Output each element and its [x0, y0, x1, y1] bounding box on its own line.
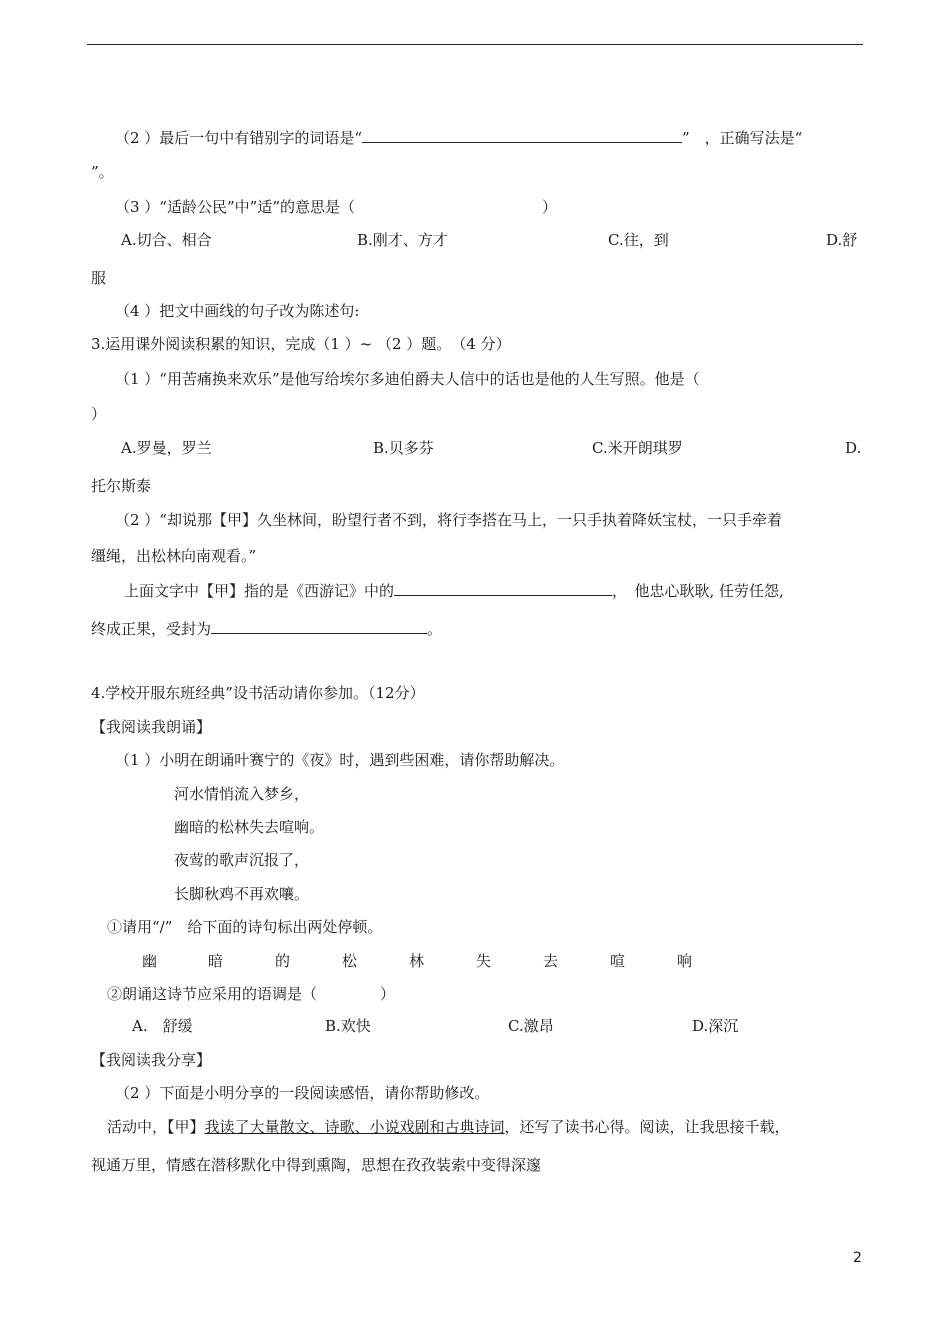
poem-char[interactable]: 喧 [610, 952, 626, 970]
section-3-option-d[interactable]: D. [845, 439, 862, 457]
section-3-q1-stem: （1 ）“用苦痛换来欢乐”是他写给埃尔多迪伯爵夫人信中的话也是他的人生写照。他是（ [115, 370, 700, 388]
paragraph-text: 活动中，【甲】 [107, 1118, 205, 1136]
question-2-text: （2 ）最后一句中有错别字的词语是“ [115, 129, 362, 147]
answer-blank[interactable] [211, 618, 427, 634]
poem-char[interactable]: 林 [409, 952, 425, 970]
poem-line: 夜莺的歌声沉报了， [174, 851, 310, 869]
poem-char[interactable]: 幽 [142, 952, 158, 970]
header-rule [87, 44, 863, 45]
section-4-sub2 [107, 984, 395, 1004]
section-4-option-a[interactable]: A. 舒缓 [132, 1017, 193, 1035]
poem-char[interactable]: 失 [476, 952, 492, 970]
section-3-q2-text-c: 终成正果，受封为 [91, 620, 212, 638]
section-3-title: 3.运用课外阅读积累的知识，完成（1 ）~ （2 ）题。 （4 分） [91, 335, 511, 353]
question-2-line2: ”。 [91, 163, 114, 181]
poem-char[interactable]: 暗 [208, 952, 224, 970]
poem-char[interactable]: 松 [342, 952, 358, 970]
section-4-heading-2: 【我阅读我分享】 [91, 1051, 212, 1069]
option-d[interactable]: D.舒 [826, 231, 858, 249]
page-number: 2 [853, 1250, 862, 1266]
question-3-stem [115, 197, 557, 217]
section-3-q2-text-d: 。 [427, 620, 443, 638]
poem-char[interactable]: 响 [677, 952, 693, 970]
poem-char[interactable]: 去 [543, 952, 559, 970]
section-3-q2-line1: （2 ）“却说那【甲】久坐林间，盼望行者不到，将行李搭在马上，一只手执着降妖宝杖，一只手牵着 [115, 511, 782, 529]
option-d-continued: 服 [91, 269, 107, 287]
section-4-sub1: ①请用“/” 给下面的诗句标出两处停顿。 [107, 918, 383, 936]
answer-blank[interactable] [394, 580, 612, 596]
section-4-q1-stem: （1 ）小明在朗诵叶赛宁的《夜》时，遇到些困难，请你帮助解决。 [115, 751, 565, 769]
question-3-close: ） [542, 198, 558, 216]
poem-line: 长脚秋鸡不再欢嚷。 [174, 885, 310, 903]
section-4-option-b[interactable]: B.欢快 [325, 1017, 371, 1035]
section-3-option-b[interactable]: B.贝多芬 [373, 439, 434, 457]
section-3-q1-close: ） [91, 405, 107, 423]
section-3-q2-line2: 缰绳，出松林向南观看。” [91, 547, 257, 565]
question-2-text-b: ” ，正确写法是“ [681, 129, 803, 147]
question-3-text: （3 ）“适龄公民”中”适”的意思是（ [115, 198, 355, 216]
paragraph-line-2: 视通万里，情感在潜移默化中得到熏陶，思想在孜孜装索中变得深邃 [91, 1156, 542, 1174]
question-2-line [115, 127, 802, 148]
poem-line: 幽暗的松林失去喧响。 [174, 818, 325, 836]
section-4-sub2-close: ） [380, 985, 396, 1003]
question-4-stem: （4 ）把文中画线的句子改为陈述句: [115, 302, 360, 320]
answer-blank[interactable] [362, 127, 682, 143]
paragraph-text-b: ，还写了读书心得。阅读，让我思接千载， [504, 1118, 790, 1136]
section-4-option-d[interactable]: D.深沉 [692, 1017, 739, 1035]
section-3-option-c[interactable]: C.米开朗琪罗 [592, 439, 683, 457]
section-3-q2-text: 上面文字中【甲】指的是《西游记》中的 [124, 582, 395, 600]
section-3-option-a[interactable]: A.罗曼，罗兰 [121, 439, 212, 457]
paragraph-line-1 [107, 1117, 790, 1137]
poem-line: 河水情悄流入梦乡， [174, 785, 310, 803]
option-a[interactable]: A.切合、相合 [121, 231, 212, 249]
section-3-option-d-continued: 托尔斯泰 [91, 477, 152, 495]
section-4-option-c[interactable]: C.激昂 [508, 1017, 554, 1035]
section-4-q2-stem: （2 ）下面是小明分享的一段阅读感悟，请你帮助修改。 [115, 1084, 490, 1102]
section-4-sub2-text: ②朗诵这诗节应采用的语调是（ [107, 985, 318, 1003]
section-3-q2-line4 [91, 618, 442, 639]
poem-char[interactable]: 的 [275, 952, 291, 970]
option-c[interactable]: C.往，到 [608, 231, 669, 249]
section-4-title: 4.学校开服东班经典”设书活动请你参加。（12分） [91, 684, 425, 702]
section-3-q2-text-b: ， 他忠心耿耿, 任劳任怨, [612, 582, 784, 600]
option-b[interactable]: B.刚才、方才 [357, 231, 448, 249]
underlined-sentence: 我读了大量散文、诗歌、小说戏剧和古典诗词 [204, 1118, 505, 1136]
section-4-heading-1: 【我阅读我朗诵】 [91, 718, 212, 736]
section-3-q2-line3 [124, 580, 784, 601]
